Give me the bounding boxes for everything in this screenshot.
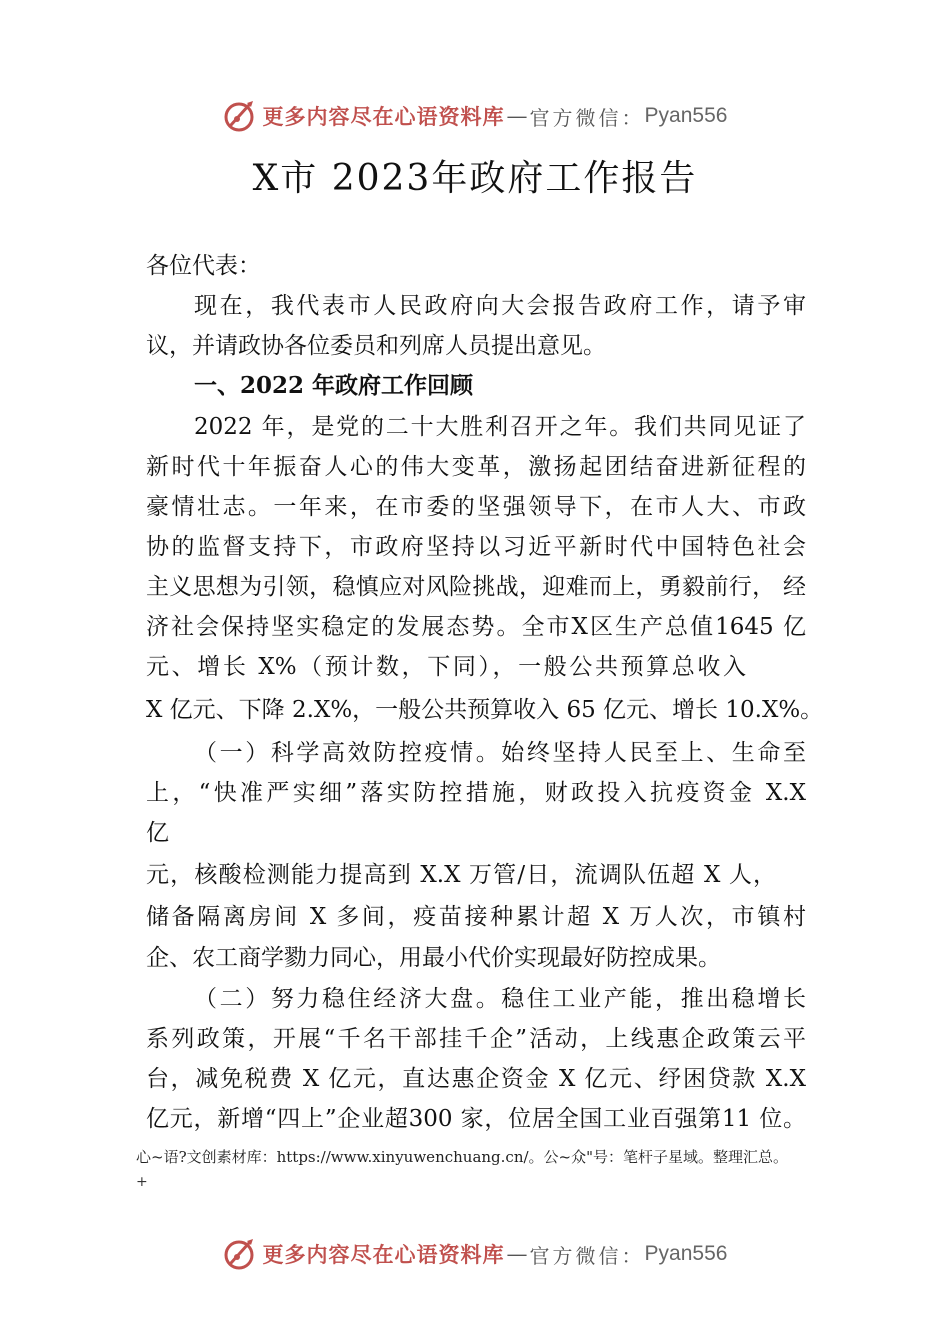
paragraph-line: 上，“快准严实细”落实防控措施，财政投入抗疫资金 X.X <box>146 780 806 806</box>
banner-main-text: 更多内容尽在心语资料库 <box>262 1242 505 1267</box>
banner-separator: — <box>506 1242 528 1266</box>
paragraph-line: 亿元，新增“四上”企业超300 家，位居全国工业百强第11 位。 <box>146 1106 806 1132</box>
brush-logo-icon <box>223 99 257 133</box>
paragraph-line: 储备隔离房间 X 多间，疫苗接种累计超 X 万人次，市镇村 <box>146 904 806 930</box>
salutation: 各位代表： <box>146 253 261 279</box>
paragraph-line: 现在，我代表市人民政府向大会报告政府工作，请予审 <box>194 293 806 319</box>
paragraph-line: 新时代十年振奋人心的伟大变革，激扬起团结奋进新征程的 <box>146 454 806 480</box>
banner-wechat-label: 官方微信： <box>529 105 645 130</box>
banner-wechat-id: Pyan556 <box>644 1242 728 1265</box>
paragraph-line: 议，并请政协各位委员和列席人员提出意见。 <box>146 333 606 359</box>
footer-source-note: 心~语?文创素材库：https://www.xinyuwenchuang.cn/。公~众"号：笔杆子星域。整理汇总。 <box>136 1148 789 1166</box>
paragraph-line: X 亿元、下降 2.X%，一般公共预算收入 65 亿元、增长 10.X%。 <box>146 697 824 723</box>
paragraph-line: 2022 年，是党的二十大胜利召开之年。我们共同见证了 <box>194 414 806 440</box>
document-title: X市 2023年政府工作报告 <box>252 158 698 199</box>
paragraph-line: 元，核酸检测能力提高到 X.X 万管/日，流调队伍超 X 人， <box>146 862 776 888</box>
banner-separator: — <box>506 104 528 128</box>
banner-wechat-label: 官方微信： <box>529 1243 645 1268</box>
paragraph-line: 亿 <box>146 820 169 846</box>
paragraph-line: 主义思想为引领，稳慎应对风险挑战，迎难而上，勇毅前行， 经 <box>146 574 806 600</box>
banner-wechat-id: Pyan556 <box>644 104 728 127</box>
banner-main-text: 更多内容尽在心语资料库 <box>262 104 505 129</box>
paragraph-line: 企、农工商学勠力同心，用最小代价实现最好防控成果。 <box>146 945 721 971</box>
brush-logo-icon <box>223 1237 257 1271</box>
paragraph-line: 济社会保持坚实稳定的发展态势。全市X区生产总值1645 亿 <box>146 614 806 640</box>
paragraph-line: 豪情壮志。一年来，在市委的坚强领导下，在市人大、市政 <box>146 494 806 520</box>
paragraph-line: 协的监督支持下，市政府坚持以习近平新时代中国特色社会 <box>146 534 806 560</box>
subsection-line: （一）科学高效防控疫情。始终坚持人民至上、生命至 <box>194 740 806 766</box>
paragraph-line: 系列政策，开展“千名干部挂千企”活动，上线惠企政策云平 <box>146 1026 806 1052</box>
section-heading: 一、2022 年政府工作回顾 <box>194 372 474 399</box>
watermark-banner-top <box>0 96 950 136</box>
subsection-line: （二）努力稳住经济大盘。稳住工业产能，推出稳增长 <box>194 986 806 1012</box>
watermark-banner-bottom <box>0 1234 950 1274</box>
paragraph-line: 台，减免税费 X 亿元，直达惠企资金 X 亿元、纾困贷款 X.X <box>146 1066 806 1092</box>
paragraph-line: 元、增长 X%（预计数，下同），一般公共预算总收入 <box>146 654 746 680</box>
footer-plus-mark: + <box>136 1174 148 1190</box>
